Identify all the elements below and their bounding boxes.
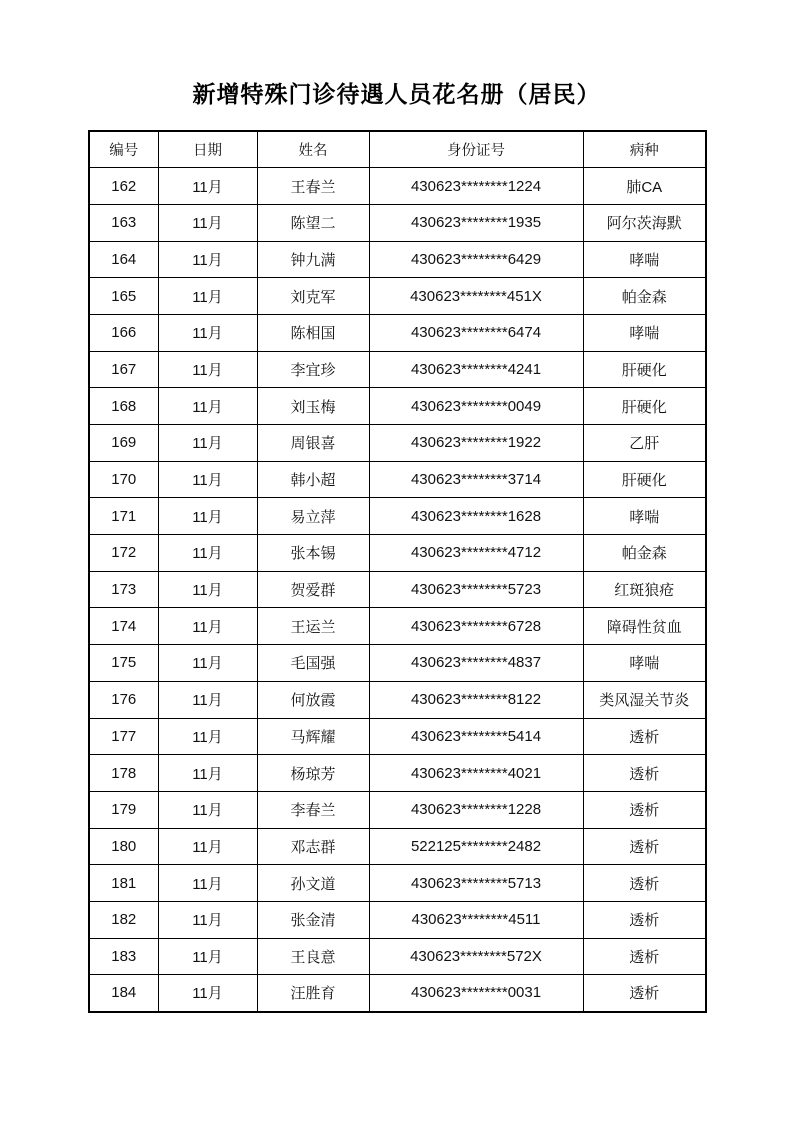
cell-disease: 哮喘 (583, 645, 706, 682)
cell-number: 163 (89, 204, 158, 241)
table-row (89, 168, 706, 205)
cell-disease: 乙肝 (583, 425, 706, 462)
cell-name: 易立萍 (257, 498, 369, 535)
cell-id-number: 522125********2482 (369, 828, 583, 865)
cell-disease: 障碍性贫血 (583, 608, 706, 645)
cell-id-number: 430623********4837 (369, 645, 583, 682)
cell-disease: 帕金森 (583, 535, 706, 572)
table-row (89, 314, 706, 351)
cell-disease: 哮喘 (583, 314, 706, 351)
cell-name: 毛国强 (257, 645, 369, 682)
cell-number: 178 (89, 755, 158, 792)
cell-number: 166 (89, 314, 158, 351)
cell-name: 周银喜 (257, 425, 369, 462)
cell-name: 陈相国 (257, 314, 369, 351)
table-row (89, 535, 706, 572)
column-header-number: 编号 (89, 131, 158, 168)
table-row (89, 425, 706, 462)
cell-number: 162 (89, 168, 158, 205)
header-row (89, 131, 706, 168)
cell-name: 何放霞 (257, 681, 369, 718)
cell-date: 11月 (158, 901, 257, 938)
cell-id-number: 430623********1935 (369, 204, 583, 241)
cell-number: 165 (89, 278, 158, 315)
cell-name: 王良意 (257, 938, 369, 975)
cell-id-number: 430623********4021 (369, 755, 583, 792)
cell-number: 174 (89, 608, 158, 645)
cell-number: 175 (89, 645, 158, 682)
column-header-name: 姓名 (257, 131, 369, 168)
cell-disease: 哮喘 (583, 241, 706, 278)
cell-id-number: 430623********8122 (369, 681, 583, 718)
cell-number: 177 (89, 718, 158, 755)
table-body (89, 168, 706, 1012)
cell-number: 172 (89, 535, 158, 572)
cell-name: 张金清 (257, 901, 369, 938)
cell-number: 176 (89, 681, 158, 718)
cell-name: 张本锡 (257, 535, 369, 572)
cell-id-number: 430623********6474 (369, 314, 583, 351)
cell-date: 11月 (158, 938, 257, 975)
cell-number: 171 (89, 498, 158, 535)
cell-date: 11月 (158, 535, 257, 572)
table-row (89, 975, 706, 1012)
cell-date: 11月 (158, 755, 257, 792)
cell-date: 11月 (158, 204, 257, 241)
cell-name: 马辉耀 (257, 718, 369, 755)
cell-name: 王运兰 (257, 608, 369, 645)
cell-disease: 肝硬化 (583, 461, 706, 498)
cell-id-number: 430623********1628 (369, 498, 583, 535)
cell-number: 182 (89, 901, 158, 938)
cell-id-number: 430623********4511 (369, 901, 583, 938)
cell-date: 11月 (158, 425, 257, 462)
cell-date: 11月 (158, 168, 257, 205)
cell-disease: 透析 (583, 975, 706, 1012)
table-row (89, 571, 706, 608)
cell-number: 183 (89, 938, 158, 975)
cell-disease: 红斑狼疮 (583, 571, 706, 608)
roster-table (88, 130, 707, 1013)
table-row (89, 791, 706, 828)
cell-disease: 透析 (583, 865, 706, 902)
cell-id-number: 430623********572X (369, 938, 583, 975)
cell-disease: 透析 (583, 718, 706, 755)
cell-name: 贺爱群 (257, 571, 369, 608)
cell-id-number: 430623********6728 (369, 608, 583, 645)
cell-name: 汪胜育 (257, 975, 369, 1012)
cell-id-number: 430623********1228 (369, 791, 583, 828)
cell-disease: 类风湿关节炎 (583, 681, 706, 718)
cell-name: 刘克军 (257, 278, 369, 315)
table-row (89, 901, 706, 938)
table-row (89, 645, 706, 682)
cell-date: 11月 (158, 791, 257, 828)
cell-disease: 帕金森 (583, 278, 706, 315)
cell-name: 刘玉梅 (257, 388, 369, 425)
cell-date: 11月 (158, 461, 257, 498)
cell-number: 181 (89, 865, 158, 902)
cell-id-number: 430623********5713 (369, 865, 583, 902)
cell-name: 钟九满 (257, 241, 369, 278)
cell-id-number: 430623********1224 (369, 168, 583, 205)
cell-disease: 透析 (583, 828, 706, 865)
table-row (89, 828, 706, 865)
cell-date: 11月 (158, 828, 257, 865)
table-row (89, 718, 706, 755)
column-header-disease: 病种 (583, 131, 706, 168)
cell-id-number: 430623********6429 (369, 241, 583, 278)
table-row (89, 278, 706, 315)
cell-id-number: 430623********4712 (369, 535, 583, 572)
cell-disease: 透析 (583, 755, 706, 792)
cell-number: 170 (89, 461, 158, 498)
cell-date: 11月 (158, 975, 257, 1012)
cell-id-number: 430623********0049 (369, 388, 583, 425)
table-row (89, 865, 706, 902)
cell-id-number: 430623********0031 (369, 975, 583, 1012)
cell-disease: 哮喘 (583, 498, 706, 535)
cell-name: 孙文道 (257, 865, 369, 902)
table-row (89, 461, 706, 498)
table-row (89, 351, 706, 388)
cell-number: 167 (89, 351, 158, 388)
cell-date: 11月 (158, 608, 257, 645)
cell-date: 11月 (158, 571, 257, 608)
cell-date: 11月 (158, 278, 257, 315)
cell-date: 11月 (158, 351, 257, 388)
cell-disease: 肝硬化 (583, 351, 706, 388)
cell-name: 王春兰 (257, 168, 369, 205)
cell-number: 164 (89, 241, 158, 278)
cell-name: 陈望二 (257, 204, 369, 241)
cell-id-number: 430623********4241 (369, 351, 583, 388)
cell-date: 11月 (158, 681, 257, 718)
table-row (89, 204, 706, 241)
cell-disease: 透析 (583, 791, 706, 828)
cell-id-number: 430623********451X (369, 278, 583, 315)
cell-name: 李宜珍 (257, 351, 369, 388)
cell-name: 杨琼芳 (257, 755, 369, 792)
column-header-id-number: 身份证号 (369, 131, 583, 168)
cell-number: 184 (89, 975, 158, 1012)
cell-date: 11月 (158, 865, 257, 902)
cell-id-number: 430623********3714 (369, 461, 583, 498)
cell-name: 韩小超 (257, 461, 369, 498)
page-title: 新增特殊门诊待遇人员花名册（居民） (192, 81, 601, 107)
cell-disease: 透析 (583, 901, 706, 938)
table-row (89, 498, 706, 535)
cell-number: 179 (89, 791, 158, 828)
cell-name: 李春兰 (257, 791, 369, 828)
cell-number: 180 (89, 828, 158, 865)
cell-disease: 肺CA (583, 168, 706, 205)
cell-date: 11月 (158, 718, 257, 755)
column-header-date: 日期 (158, 131, 257, 168)
cell-number: 173 (89, 571, 158, 608)
cell-date: 11月 (158, 645, 257, 682)
cell-disease: 肝硬化 (583, 388, 706, 425)
cell-date: 11月 (158, 388, 257, 425)
table-row (89, 608, 706, 645)
cell-name: 邓志群 (257, 828, 369, 865)
cell-id-number: 430623********1922 (369, 425, 583, 462)
cell-disease: 透析 (583, 938, 706, 975)
cell-date: 11月 (158, 241, 257, 278)
table-row (89, 241, 706, 278)
cell-disease: 阿尔茨海默 (583, 204, 706, 241)
cell-date: 11月 (158, 498, 257, 535)
table-row (89, 755, 706, 792)
table-row (89, 938, 706, 975)
cell-date: 11月 (158, 314, 257, 351)
cell-id-number: 430623********5414 (369, 718, 583, 755)
table-row (89, 681, 706, 718)
cell-id-number: 430623********5723 (369, 571, 583, 608)
cell-number: 168 (89, 388, 158, 425)
table-row (89, 388, 706, 425)
cell-number: 169 (89, 425, 158, 462)
